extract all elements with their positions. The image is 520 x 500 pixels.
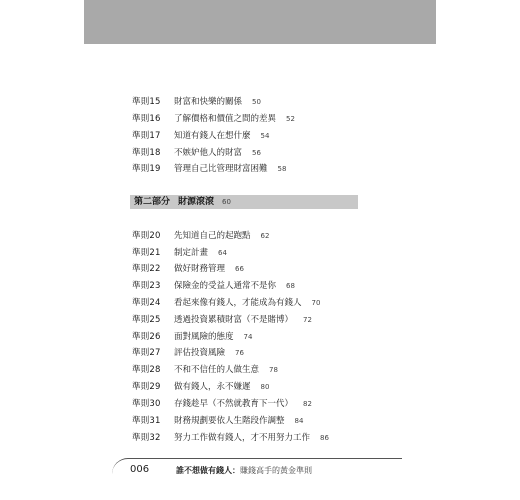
toc-entry[interactable]: [132, 112, 295, 126]
entry-title: 看起來像有錢人，才能成為有錢人: [174, 298, 302, 308]
part-page-number: 60: [222, 198, 231, 206]
page-number: 74: [243, 333, 253, 341]
entry-title: 存錢趁早（不然就教育下一代）: [174, 399, 294, 409]
entry-title: 財富和快樂的關係: [174, 97, 243, 107]
part-label: 第二部分: [134, 197, 171, 207]
entry-title: 先知道自己的起跑點: [174, 231, 251, 241]
page-number: 70: [311, 299, 321, 307]
rule-number: 準則17: [132, 131, 161, 141]
toc-entry[interactable]: [132, 95, 261, 109]
toc-entry[interactable]: [132, 129, 269, 143]
entry-title: 評估投資風險: [174, 348, 226, 358]
toc-entry[interactable]: [132, 162, 286, 176]
entry-title: 制定計畫: [174, 248, 209, 258]
toc-entry[interactable]: [132, 146, 261, 160]
page-number: 76: [235, 349, 244, 357]
rule-number: 準則18: [132, 148, 161, 158]
toc-entry[interactable]: [132, 313, 312, 327]
page-number: 84: [294, 417, 304, 425]
rule-number: 準則29: [132, 382, 161, 392]
rule-number: 準則26: [132, 332, 161, 342]
rule-number: 準則15: [132, 97, 161, 107]
toc-entry[interactable]: [132, 346, 244, 360]
rule-number: 準則31: [132, 416, 161, 426]
toc-entry[interactable]: [132, 397, 312, 411]
folio-page-number: 006: [130, 464, 150, 475]
page-number: 80: [260, 383, 270, 391]
entry-title: 管理自己比管理財富困難: [174, 164, 268, 174]
rule-number: 準則27: [132, 348, 161, 358]
page-footer: [112, 458, 412, 488]
part-name: 財源滾滾: [178, 197, 215, 207]
entry-title: 知道有錢人在想什麼: [174, 131, 251, 141]
entry-title: 面對風險的態度: [174, 332, 234, 342]
entry-title: 了解價格和價值之間的差異: [174, 114, 277, 124]
page-number: 50: [252, 98, 261, 106]
entry-title: 財務規劃要依人生階段作調整: [174, 416, 285, 426]
toc-entry[interactable]: [132, 246, 227, 260]
entry-title: 不和不信任的人做生意: [174, 365, 260, 375]
rule-number: 準則21: [132, 248, 161, 258]
entry-title: 做好財務管理: [174, 264, 226, 274]
part-heading[interactable]: [134, 195, 231, 209]
entry-title: 保險金的受益人通常不是你: [174, 281, 277, 291]
page-number: 82: [303, 400, 312, 408]
book-subtitle: 賺錢高手的黃金準則: [240, 466, 312, 475]
page-number: 64: [218, 249, 227, 257]
rule-number: 準則25: [132, 315, 161, 325]
entry-title: 努力工作做有錢人，才不用努力工作: [174, 433, 311, 443]
toc-entry[interactable]: [132, 296, 320, 310]
rule-number: 準則22: [132, 264, 161, 274]
toc-entry[interactable]: [132, 380, 269, 394]
toc-entry[interactable]: [132, 330, 252, 344]
page-number: 62: [260, 232, 270, 240]
toc-entry[interactable]: [132, 279, 295, 293]
rule-number: 準則32: [132, 433, 161, 443]
page-number: 66: [235, 265, 244, 273]
page-number: 78: [269, 366, 278, 374]
toc-entry[interactable]: [132, 431, 329, 445]
page-number: 52: [286, 115, 295, 123]
page-number: 86: [320, 434, 329, 442]
toc-entry[interactable]: [132, 229, 269, 243]
page-number: 58: [277, 165, 287, 173]
entry-title: 做有錢人，永不嫌遲: [174, 382, 251, 392]
book-title: 誰不想做有錢人：: [176, 466, 240, 475]
entry-title: 透過投資累積財富（不是賭博）: [174, 315, 294, 325]
rule-number: 準則23: [132, 281, 161, 291]
toc-entry[interactable]: [132, 414, 303, 428]
entry-title: 不嫉妒他人的財富: [174, 148, 243, 158]
rule-number: 準則20: [132, 231, 161, 241]
toc-entry[interactable]: [132, 363, 278, 377]
page-number: 56: [252, 149, 261, 157]
header-gray-band: [84, 0, 436, 44]
rule-number: 準則24: [132, 298, 161, 308]
rule-number: 準則19: [132, 164, 161, 174]
toc-entry[interactable]: [132, 262, 244, 276]
page-number: 68: [286, 282, 295, 290]
rule-number: 準則28: [132, 365, 161, 375]
rule-number: 準則16: [132, 114, 161, 124]
page-number: 54: [260, 132, 270, 140]
page-number: 72: [303, 316, 312, 324]
rule-number: 準則30: [132, 399, 161, 409]
running-title: [176, 465, 312, 476]
